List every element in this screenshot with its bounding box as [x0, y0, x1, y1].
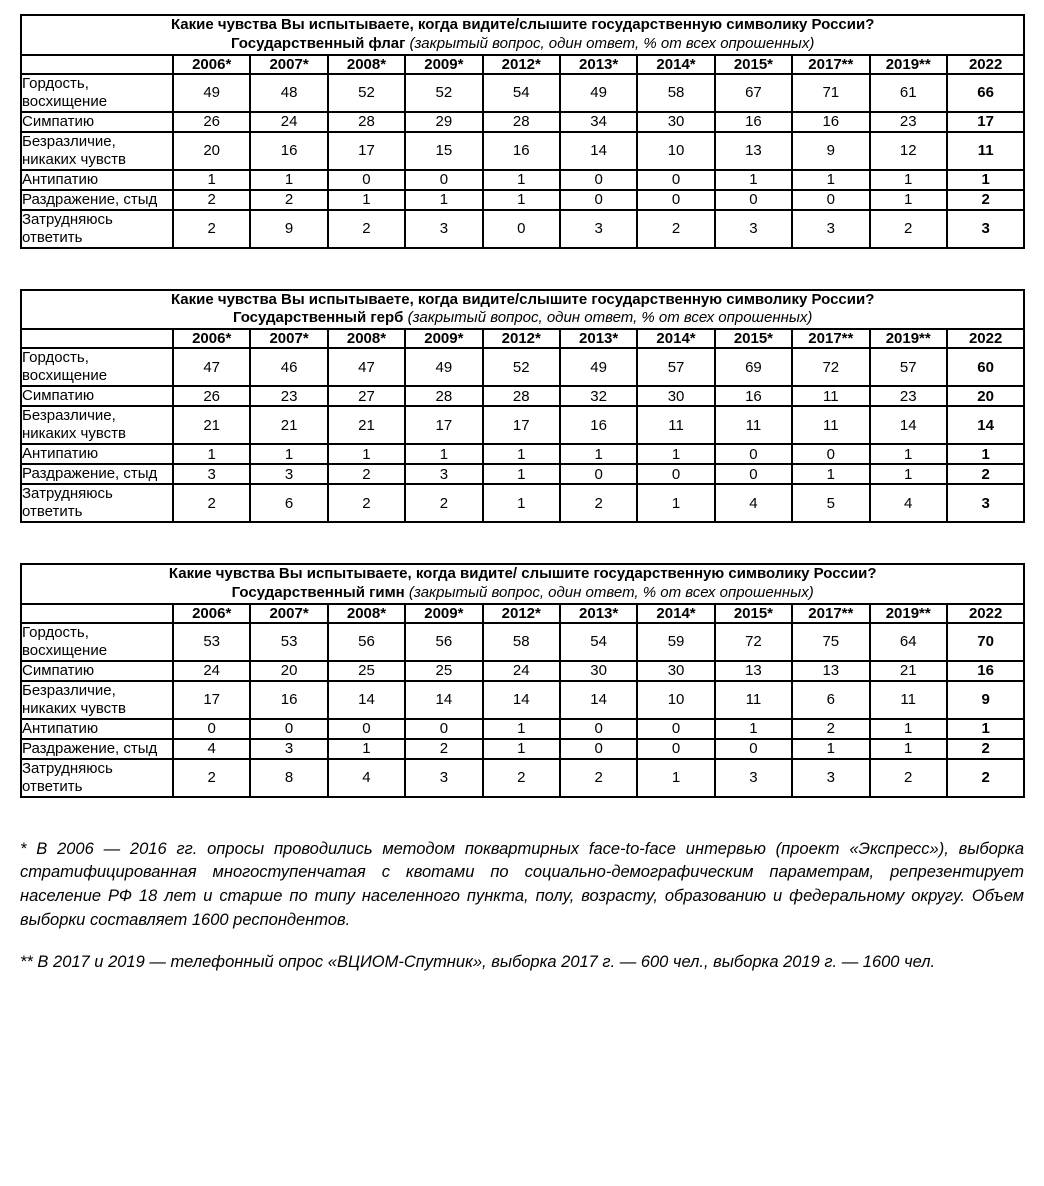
data-cell: 3 [947, 484, 1024, 522]
data-cell: 0 [637, 170, 714, 190]
data-cell: 60 [947, 348, 1024, 386]
data-cell: 1 [328, 190, 405, 210]
column-header: 2012* [483, 329, 560, 348]
data-cell: 12 [870, 132, 947, 170]
column-header: 2014* [637, 604, 714, 623]
data-cell: 2 [328, 464, 405, 484]
data-cell: 54 [560, 623, 637, 661]
data-cell: 53 [173, 623, 250, 661]
data-cell: 16 [560, 406, 637, 444]
data-cell: 3 [792, 210, 869, 248]
data-cell: 29 [405, 112, 482, 132]
data-cell: 72 [792, 348, 869, 386]
data-cell: 1 [947, 719, 1024, 739]
table-row [21, 759, 1024, 797]
data-cell: 1 [405, 190, 482, 210]
data-cell: 1 [870, 464, 947, 484]
corner-cell [21, 604, 173, 623]
data-cell: 30 [637, 386, 714, 406]
data-cell: 11 [715, 406, 792, 444]
data-cell: 0 [637, 739, 714, 759]
data-cell: 1 [870, 739, 947, 759]
table-row [21, 661, 1024, 681]
data-cell: 13 [792, 661, 869, 681]
data-cell: 9 [792, 132, 869, 170]
column-header: 2022 [947, 55, 1024, 74]
data-cell: 2 [637, 210, 714, 248]
data-cell: 25 [328, 661, 405, 681]
data-cell: 0 [328, 170, 405, 190]
data-cell: 2 [328, 210, 405, 248]
data-cell: 0 [715, 464, 792, 484]
tables-container [20, 14, 1024, 798]
data-cell: 16 [483, 132, 560, 170]
data-cell: 1 [947, 444, 1024, 464]
data-cell: 47 [173, 348, 250, 386]
data-cell: 2 [405, 739, 482, 759]
data-cell: 30 [560, 661, 637, 681]
data-cell: 2 [947, 759, 1024, 797]
data-cell: 0 [405, 719, 482, 739]
data-cell: 3 [405, 759, 482, 797]
data-cell: 0 [637, 719, 714, 739]
data-cell: 17 [947, 112, 1024, 132]
data-cell: 24 [250, 112, 327, 132]
column-header: 2012* [483, 604, 560, 623]
data-cell: 11 [792, 386, 869, 406]
data-cell: 3 [715, 210, 792, 248]
data-cell: 52 [328, 74, 405, 112]
data-cell: 58 [637, 74, 714, 112]
column-header: 2022 [947, 604, 1024, 623]
row-label: Симпатию [21, 112, 173, 132]
data-cell: 2 [173, 759, 250, 797]
data-cell: 2 [405, 484, 482, 522]
table-title-symbol: Государственный гимн [231, 583, 405, 601]
data-cell: 0 [560, 719, 637, 739]
corner-cell [21, 329, 173, 348]
data-cell: 2 [947, 190, 1024, 210]
data-cell: 47 [328, 348, 405, 386]
data-cell: 24 [483, 661, 560, 681]
data-cell: 1 [328, 739, 405, 759]
data-cell: 3 [947, 210, 1024, 248]
survey-table [20, 14, 1025, 249]
data-cell: 1 [483, 739, 560, 759]
data-cell: 2 [792, 719, 869, 739]
data-cell: 1 [173, 444, 250, 464]
data-cell: 16 [715, 386, 792, 406]
data-cell: 11 [637, 406, 714, 444]
table-row [21, 464, 1024, 484]
column-header: 2017** [792, 604, 869, 623]
data-cell: 26 [173, 386, 250, 406]
data-cell: 0 [637, 464, 714, 484]
data-cell: 56 [328, 623, 405, 661]
data-cell: 3 [405, 210, 482, 248]
data-cell: 3 [560, 210, 637, 248]
data-cell: 1 [483, 444, 560, 464]
column-header: 2019** [870, 55, 947, 74]
data-cell: 16 [715, 112, 792, 132]
table-title-symbol: Государственный герб [232, 309, 404, 327]
data-cell: 0 [715, 444, 792, 464]
data-cell: 56 [405, 623, 482, 661]
table-row [21, 210, 1024, 248]
data-cell: 1 [250, 444, 327, 464]
data-cell: 21 [870, 661, 947, 681]
data-cell: 25 [405, 661, 482, 681]
table-row [21, 112, 1024, 132]
row-label: Антипатию [21, 444, 173, 464]
row-label: Затрудняюсь ответить [21, 210, 173, 248]
data-cell: 17 [173, 681, 250, 719]
data-cell: 15 [405, 132, 482, 170]
data-cell: 0 [715, 739, 792, 759]
data-cell: 1 [870, 170, 947, 190]
data-cell: 17 [328, 132, 405, 170]
data-cell: 71 [792, 74, 869, 112]
data-cell: 21 [250, 406, 327, 444]
data-cell: 14 [483, 681, 560, 719]
data-cell: 17 [483, 406, 560, 444]
data-cell: 13 [715, 132, 792, 170]
data-cell: 0 [560, 190, 637, 210]
column-header: 2017** [792, 55, 869, 74]
column-header: 2007* [250, 329, 327, 348]
data-cell: 1 [792, 464, 869, 484]
data-cell: 2 [250, 190, 327, 210]
data-cell: 0 [560, 739, 637, 759]
table-title-main: Какие чувства Вы испытываете, когда видите/слышите государственную символику России? [170, 290, 875, 308]
table-row [21, 484, 1024, 522]
column-header: 2019** [870, 329, 947, 348]
data-cell: 1 [947, 170, 1024, 190]
row-label: Гордость, восхищение [21, 623, 173, 661]
table-row [21, 719, 1024, 739]
data-cell: 1 [173, 170, 250, 190]
row-label: Симпатию [21, 661, 173, 681]
data-cell: 3 [792, 759, 869, 797]
data-cell: 28 [483, 112, 560, 132]
footnotes [20, 838, 1024, 976]
data-cell: 1 [637, 484, 714, 522]
data-cell: 0 [560, 170, 637, 190]
data-cell: 0 [792, 444, 869, 464]
table-title-method: (закрытый вопрос, один ответ, % от всех опрошенных) [404, 583, 814, 601]
data-cell: 2 [870, 759, 947, 797]
data-cell: 23 [250, 386, 327, 406]
data-cell: 70 [947, 623, 1024, 661]
data-cell: 10 [637, 132, 714, 170]
data-cell: 52 [483, 348, 560, 386]
data-cell: 0 [405, 170, 482, 190]
column-header: 2014* [637, 55, 714, 74]
data-cell: 14 [560, 132, 637, 170]
data-cell: 30 [637, 112, 714, 132]
column-header: 2009* [405, 329, 482, 348]
data-cell: 4 [173, 739, 250, 759]
row-label: Безразличие, никаких чувств [21, 406, 173, 444]
data-cell: 49 [405, 348, 482, 386]
data-cell: 1 [870, 444, 947, 464]
row-label: Раздражение, стыд [21, 739, 173, 759]
table-title-method: (закрытый вопрос, один ответ, % от всех опрошенных) [405, 34, 815, 52]
data-cell: 3 [250, 739, 327, 759]
data-cell: 20 [947, 386, 1024, 406]
data-cell: 16 [250, 681, 327, 719]
data-cell: 66 [947, 74, 1024, 112]
data-cell: 57 [870, 348, 947, 386]
table-row [21, 132, 1024, 170]
table-row [21, 444, 1024, 464]
data-cell: 20 [250, 661, 327, 681]
survey-table [20, 289, 1025, 524]
column-header: 2007* [250, 604, 327, 623]
data-cell: 61 [870, 74, 947, 112]
table-row [21, 74, 1024, 112]
data-cell: 52 [405, 74, 482, 112]
data-cell: 4 [328, 759, 405, 797]
row-label: Симпатию [21, 386, 173, 406]
data-cell: 1 [715, 719, 792, 739]
data-cell: 3 [250, 464, 327, 484]
column-header: 2009* [405, 55, 482, 74]
data-cell: 1 [250, 170, 327, 190]
table-title [21, 290, 1024, 330]
column-header: 2006* [173, 604, 250, 623]
data-cell: 0 [328, 719, 405, 739]
footnote: * В 2006 — 2016 гг. опросы проводились методом поквартирных face-to-face интервью (проект «Экспресс»), выборка стратифицированная многоступенчатая с квотами по социально-демографическим параметрам, репрезентирует население РФ 18 лет и старше по типу населенного пункта, полу, возрасту, образованию и федеральному округу. Объем выборки составляет 1600 респондентов. [20, 839, 1024, 930]
data-cell: 1 [560, 444, 637, 464]
data-cell: 16 [947, 661, 1024, 681]
data-cell: 14 [947, 406, 1024, 444]
data-cell: 34 [560, 112, 637, 132]
table-title-method: (закрытый вопрос, один ответ, % от всех опрошенных) [403, 309, 813, 327]
footnote: ** В 2017 и 2019 — телефонный опрос «ВЦИОМ-Спутник», выборка 2017 г. — 600 чел., выборка 2019 г. — 1600 чел. [20, 953, 936, 972]
row-label: Антипатию [21, 719, 173, 739]
table-row [21, 623, 1024, 661]
row-label: Антипатию [21, 170, 173, 190]
data-cell: 9 [947, 681, 1024, 719]
data-cell: 2 [173, 190, 250, 210]
data-cell: 14 [560, 681, 637, 719]
data-cell: 23 [870, 386, 947, 406]
survey-table [20, 563, 1025, 798]
row-label: Безразличие, никаких чувств [21, 132, 173, 170]
table-row [21, 348, 1024, 386]
data-cell: 6 [792, 681, 869, 719]
data-cell: 49 [173, 74, 250, 112]
row-label: Гордость, восхищение [21, 348, 173, 386]
table-title-main: Какие чувства Вы испытываете, когда видите/слышите государственную символику России? [170, 16, 875, 33]
data-cell: 21 [173, 406, 250, 444]
data-cell: 4 [715, 484, 792, 522]
data-cell: 57 [637, 348, 714, 386]
data-cell: 5 [792, 484, 869, 522]
column-header: 2013* [560, 604, 637, 623]
data-cell: 6 [250, 484, 327, 522]
column-header: 2013* [560, 329, 637, 348]
data-cell: 16 [792, 112, 869, 132]
data-cell: 20 [173, 132, 250, 170]
column-header: 2008* [328, 55, 405, 74]
data-cell: 2 [870, 210, 947, 248]
data-cell: 11 [715, 681, 792, 719]
data-cell: 28 [405, 386, 482, 406]
table-row [21, 739, 1024, 759]
data-cell: 2 [947, 739, 1024, 759]
data-cell: 58 [483, 623, 560, 661]
data-cell: 59 [637, 623, 714, 661]
data-cell: 2 [328, 484, 405, 522]
data-cell: 1 [483, 719, 560, 739]
data-cell: 0 [483, 210, 560, 248]
data-cell: 54 [483, 74, 560, 112]
data-cell: 1 [870, 190, 947, 210]
column-header: 2015* [715, 604, 792, 623]
data-cell: 1 [792, 739, 869, 759]
data-cell: 3 [715, 759, 792, 797]
column-header: 2019** [870, 604, 947, 623]
row-label: Затрудняюсь ответить [21, 759, 173, 797]
data-cell: 1 [792, 170, 869, 190]
data-cell: 2 [947, 464, 1024, 484]
data-cell: 16 [250, 132, 327, 170]
data-cell: 11 [792, 406, 869, 444]
data-cell: 69 [715, 348, 792, 386]
column-header: 2008* [328, 604, 405, 623]
data-cell: 1 [637, 444, 714, 464]
data-cell: 0 [173, 719, 250, 739]
data-cell: 10 [637, 681, 714, 719]
row-label: Затрудняюсь ответить [21, 484, 173, 522]
table-title-main: Какие чувства Вы испытываете, когда видите/ слышите государственную символику России? [168, 565, 877, 582]
data-cell: 17 [405, 406, 482, 444]
data-cell: 48 [250, 74, 327, 112]
table-row [21, 406, 1024, 444]
data-cell: 28 [483, 386, 560, 406]
data-cell: 1 [405, 444, 482, 464]
data-cell: 49 [560, 348, 637, 386]
table-row [21, 386, 1024, 406]
data-cell: 75 [792, 623, 869, 661]
data-cell: 14 [870, 406, 947, 444]
data-cell: 27 [328, 386, 405, 406]
data-cell: 26 [173, 112, 250, 132]
data-cell: 30 [637, 661, 714, 681]
data-cell: 49 [560, 74, 637, 112]
data-cell: 72 [715, 623, 792, 661]
data-cell: 2 [483, 759, 560, 797]
data-cell: 11 [947, 132, 1024, 170]
table-row [21, 681, 1024, 719]
data-cell: 2 [173, 484, 250, 522]
column-header: 2017** [792, 329, 869, 348]
data-cell: 14 [328, 681, 405, 719]
data-cell: 1 [715, 170, 792, 190]
table-row [21, 190, 1024, 210]
data-cell: 3 [173, 464, 250, 484]
data-cell: 64 [870, 623, 947, 661]
column-header: 2006* [173, 329, 250, 348]
table-title-sub [22, 35, 1023, 54]
table-title-sub [22, 309, 1023, 328]
data-cell: 21 [328, 406, 405, 444]
data-cell: 53 [250, 623, 327, 661]
row-label: Раздражение, стыд [21, 464, 173, 484]
data-cell: 0 [560, 464, 637, 484]
data-cell: 46 [250, 348, 327, 386]
column-header: 2015* [715, 329, 792, 348]
column-header: 2013* [560, 55, 637, 74]
column-header: 2012* [483, 55, 560, 74]
data-cell: 1 [637, 759, 714, 797]
table-title [21, 15, 1024, 55]
data-cell: 28 [328, 112, 405, 132]
data-cell: 24 [173, 661, 250, 681]
data-cell: 0 [637, 190, 714, 210]
table-title-symbol: Государственный флаг [231, 34, 406, 52]
data-cell: 8 [250, 759, 327, 797]
data-cell: 11 [870, 681, 947, 719]
data-cell: 1 [483, 464, 560, 484]
data-cell: 3 [405, 464, 482, 484]
data-cell: 0 [250, 719, 327, 739]
data-cell: 2 [560, 484, 637, 522]
data-cell: 13 [715, 661, 792, 681]
data-cell: 23 [870, 112, 947, 132]
data-cell: 1 [870, 719, 947, 739]
data-cell: 2 [173, 210, 250, 248]
column-header: 2008* [328, 329, 405, 348]
data-cell: 14 [405, 681, 482, 719]
data-cell: 1 [483, 170, 560, 190]
row-label: Раздражение, стыд [21, 190, 173, 210]
data-cell: 67 [715, 74, 792, 112]
corner-cell [21, 55, 173, 74]
data-cell: 1 [483, 190, 560, 210]
row-label: Гордость, восхищение [21, 74, 173, 112]
data-cell: 0 [792, 190, 869, 210]
data-cell: 32 [560, 386, 637, 406]
row-label: Безразличие, никаких чувств [21, 681, 173, 719]
column-header: 2007* [250, 55, 327, 74]
table-title [21, 564, 1024, 604]
data-cell: 4 [870, 484, 947, 522]
data-cell: 0 [715, 190, 792, 210]
data-cell: 1 [328, 444, 405, 464]
column-header: 2006* [173, 55, 250, 74]
table-row [21, 170, 1024, 190]
data-cell: 2 [560, 759, 637, 797]
column-header: 2009* [405, 604, 482, 623]
column-header: 2015* [715, 55, 792, 74]
data-cell: 1 [483, 484, 560, 522]
table-title-sub [22, 584, 1023, 603]
data-cell: 9 [250, 210, 327, 248]
column-header: 2022 [947, 329, 1024, 348]
column-header: 2014* [637, 329, 714, 348]
